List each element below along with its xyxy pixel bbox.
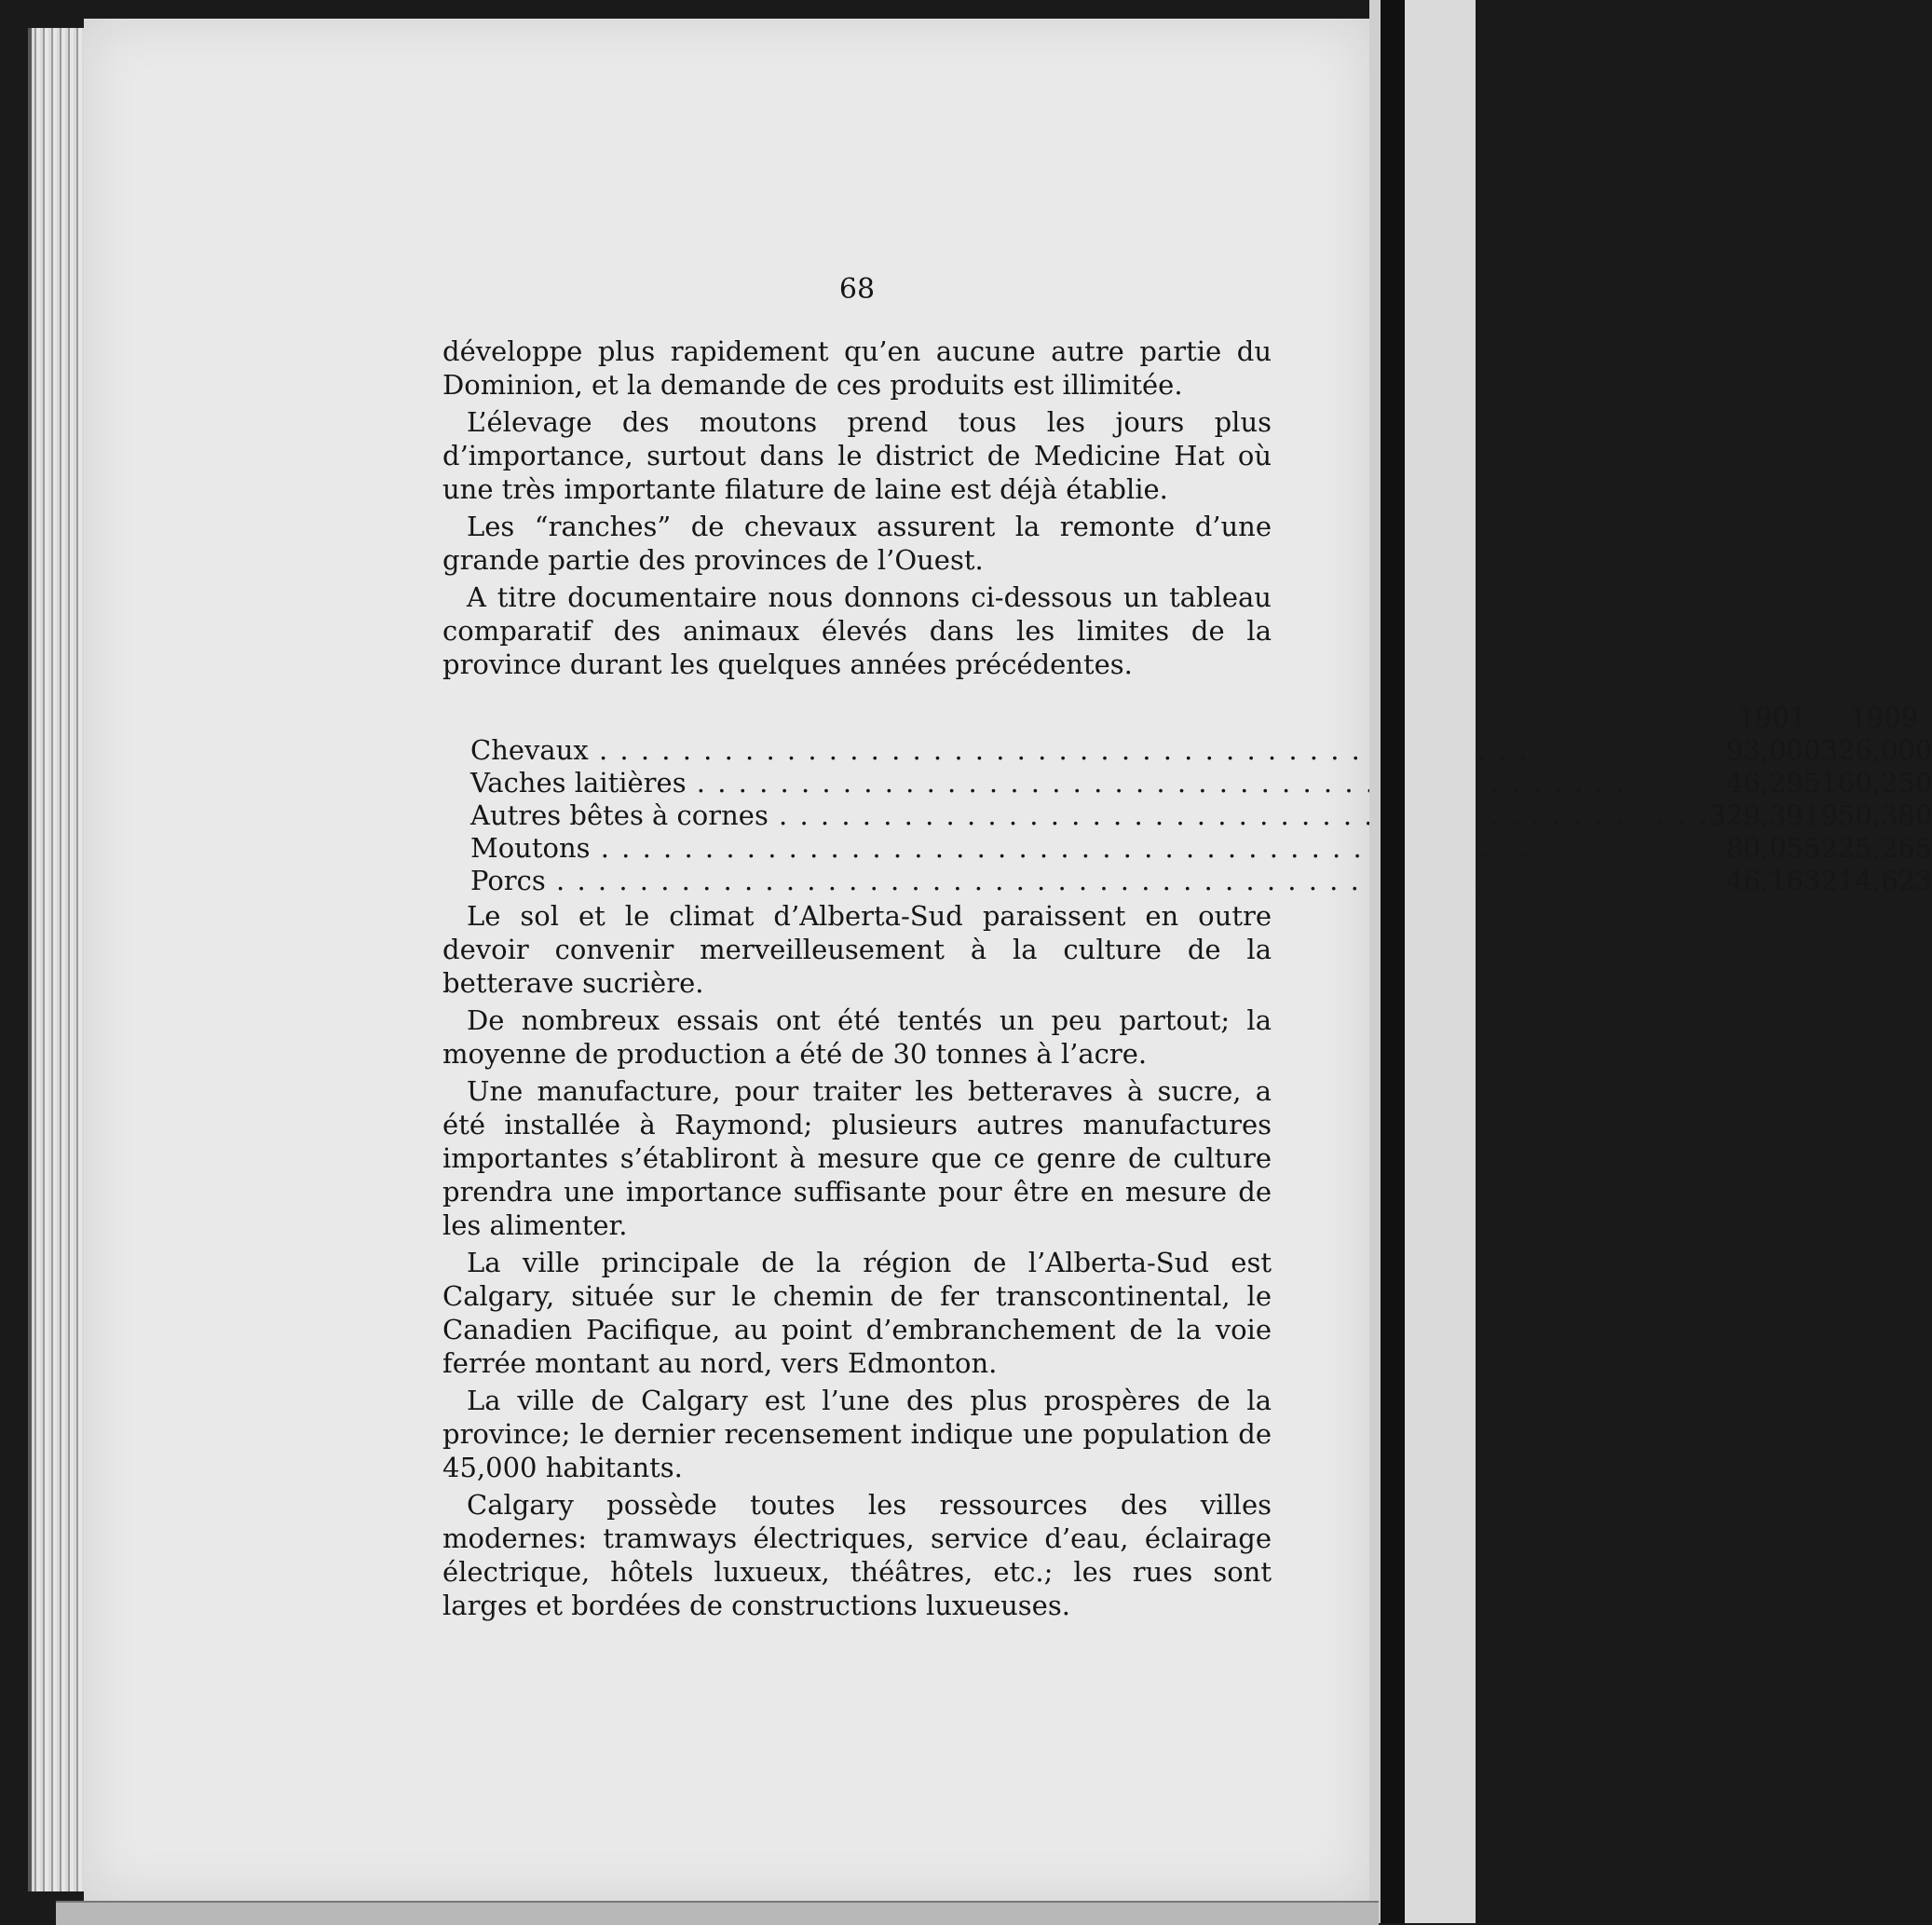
paragraph: A titre documentaire nous donnons ci-dessous un tableau comparatif des animaux élevés dans les limites de la province durant les quelques années précédentes. [442,581,1272,680]
page-bottom-edge [56,1901,1379,1925]
table-row [470,832,1932,865]
paragraph: La ville de Calgary est l’une des plus prospères de la province; le dernier recensement indique une population de 45,000 habitants. [442,1385,1272,1483]
paragraph: Calgary possède toutes les ressources des villes modernes: tramways électriques, service d’eau, éclairage électrique, hôtels luxueux, théâtres, etc.; les rues sont larges et bordées de constructions luxueuses. [442,1489,1272,1621]
row-value-1901: 46,163 [1725,865,1821,896]
row-value-1909: 160,250 [1820,767,1932,799]
row-value-1901: 93,000 [1725,734,1821,766]
page-number: 68 [838,273,876,306]
row-value-1901: 329,391 [1708,799,1821,831]
row-label: Porcs . . . [470,865,1709,897]
table-row [470,799,1932,832]
row-value-1909: 326,000 [1820,734,1932,766]
book-page [84,19,1932,1901]
paragraph: Une manufacture, pour traiter les betteraves à sucre, a été installée à Raymond; plusieurs autres manufactures importantes s’établiront à mesure que ce genre de culture prendra une importance suffisante pour être en mesure de les alimenter. [442,1075,1272,1241]
table-header-row [470,702,1932,734]
row-value-1909: 950,380 [1820,799,1932,831]
paragraph: La ville principale de la région de l’Alberta-Sud est Calgary, située sur le chemin de fer transcontinental, le Canadien Pacifique, au point d’embranchement de la voie ferrée montant au nord, vers Edmonton. [442,1247,1272,1379]
paragraph: L’élevage des moutons prend tous les jours plus d’importance, surtout dans le district de Medicine Hat où une très importante filature de laine est déjà établie. [442,406,1272,505]
book-gutter [1369,0,1476,1923]
row-value-1909: 225,265 [1820,832,1932,864]
livestock-table [470,702,1932,897]
paragraph: Les “ranches” de chevaux assurent la remonte d’une grande partie des provinces de l’Ouest. [442,511,1272,576]
row-label: Autres bêtes à cornes . . . [470,799,1709,832]
paragraph: développe plus rapidement qu’en aucune autre partie du Dominion, et la demande de ces produits est illimitée. [442,335,1272,401]
row-label: Chevaux . . . [470,734,1709,767]
paragraph: Le sol et le climat d’Alberta-Sud paraissent en outre devoir convenir merveilleusement à la culture de la betterave sucrière. [442,900,1272,999]
table-row [470,734,1932,767]
row-label: Vaches laitières . . . [470,767,1709,799]
table-header-1901: 1901 [1737,702,1807,733]
table-header-1909: 1909 [1849,702,1919,733]
row-value-1901: 46,295 [1725,767,1821,799]
body-text [442,334,1932,1626]
table-row [470,865,1932,897]
table-header-label [470,702,1709,734]
paragraph: De nombreux essais ont été tentés un peu partout; la moyenne de production a été de 30 tonnes à l’acre. [442,1004,1272,1070]
row-value-1909: 214,623 [1820,865,1932,896]
row-value-1901: 80,055 [1725,832,1821,864]
table-row [470,767,1932,799]
row-label: Moutons . . . [470,832,1709,865]
